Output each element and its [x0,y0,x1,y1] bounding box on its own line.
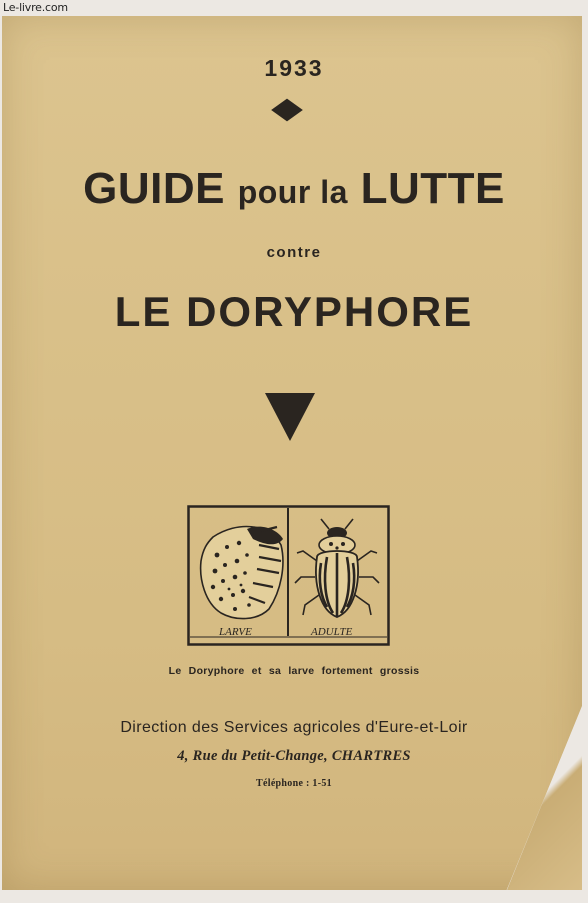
larva-icon [201,527,283,619]
adult-label: ADULTE [311,626,353,638]
watermark: Le-livre.com [3,1,68,14]
illustration-caption: Le Doryphore et sa larve fortement grossis [168,665,420,677]
publisher-phone: Téléphone : 1-51 [256,778,332,789]
title-connector: contre [266,244,322,261]
publisher-line: Direction des Services agricoles d'Eure-et-Loir [120,719,468,736]
title-word-lutte: LUTTE [360,164,505,213]
down-triangle-icon [265,393,315,441]
beetle-illustration [187,505,390,646]
publisher-address: 4, Rue du Petit-Change, CHARTRES [177,748,411,764]
larva-label: LARVE [219,626,252,638]
cover-title-line1 [0,164,588,214]
cover-title-line2: LE DORYPHORE [114,288,474,335]
cover-year: 1933 [264,55,324,81]
title-word-guide: GUIDE [83,164,225,213]
beetle-icon [295,519,379,617]
title-word-pour-la: pour la [237,174,348,210]
